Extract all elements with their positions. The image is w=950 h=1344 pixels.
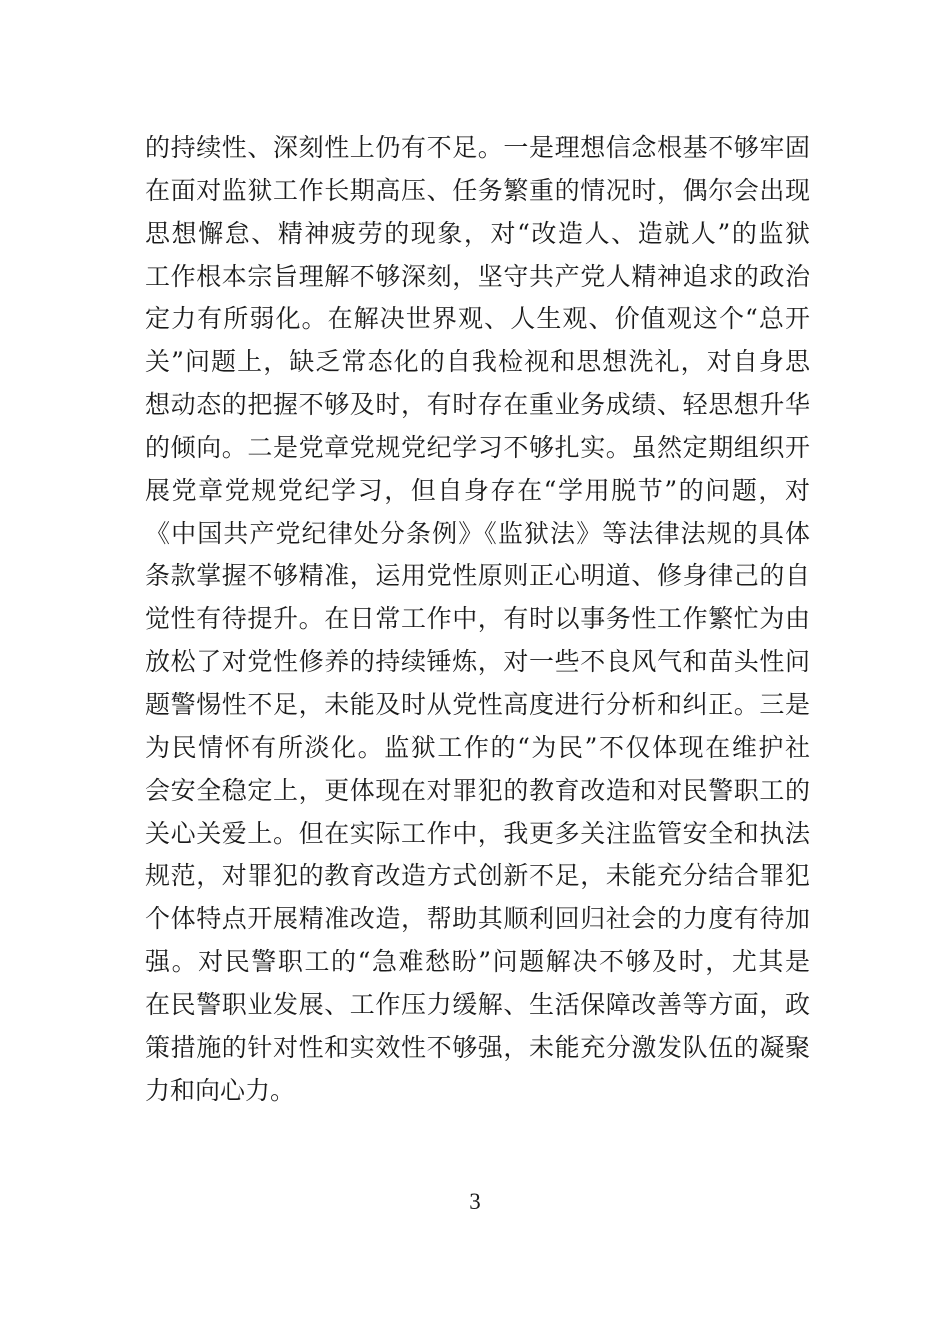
text-line: 条款掌握不够精准，运用党性原则正心明道、修身律己的自	[145, 561, 810, 591]
text-line: 力和向心力。	[145, 1075, 296, 1105]
text-line: 展党章党规党纪学习，但自身存在“学用脱节”的问题，对	[145, 475, 810, 505]
text-line: 题警惕性不足，未能及时从党性高度进行分析和纠正。三是	[145, 689, 810, 719]
text-line: 会安全稳定上，更体现在对罪犯的教育改造和对民警职工的	[145, 775, 810, 805]
text-line: 关”问题上，缺乏常态化的自我检视和思想洗礼，对自身思	[145, 347, 810, 377]
text-line: 觉性有待提升。在日常工作中，有时以事务性工作繁忙为由	[145, 604, 810, 634]
text-line: 为民情怀有所淡化。监狱工作的“为民”不仅体现在维护社	[145, 732, 810, 762]
text-line: 关心关爱上。但在实际工作中，我更多关注监管安全和执法	[145, 818, 810, 848]
text-line: 在面对监狱工作长期高压、任务繁重的情况时，偶尔会出现	[145, 175, 810, 205]
text-line: 强。对民警职工的“急难愁盼”问题解决不够及时，尤其是	[145, 947, 810, 977]
text-line: 工作根本宗旨理解不够深刻，坚守共产党人精神追求的政治	[145, 261, 810, 291]
text-line: 《中国共产党纪律处分条例》《监狱法》等法律法规的具体	[145, 518, 810, 548]
text-line: 策措施的针对性和实效性不够强，未能充分激发队伍的凝聚	[145, 1032, 810, 1062]
body-paragraph	[145, 127, 810, 1112]
text-line: 在民警职业发展、工作压力缓解、生活保障改善等方面，政	[145, 989, 810, 1019]
page-number: 3	[469, 1189, 481, 1214]
text-line: 定力有所弱化。在解决世界观、人生观、价值观这个“总开	[145, 304, 810, 334]
text-line: 想动态的把握不够及时，有时存在重业务成绩、轻思想升华	[145, 390, 810, 420]
text-line: 的倾向。二是党章党规党纪学习不够扎实。虽然定期组织开	[145, 432, 810, 462]
text-line: 的持续性、深刻性上仍有不足。一是理想信念根基不够牢固	[145, 133, 810, 162]
text-line: 思想懈怠、精神疲劳的现象，对“改造人、造就人”的监狱	[145, 218, 810, 248]
text-line: 个体特点开展精准改造，帮助其顺利回归社会的力度有待加	[145, 904, 810, 934]
text-line: 放松了对党性修养的持续锤炼，对一些不良风气和苗头性问	[145, 647, 810, 677]
text-line: 规范，对罪犯的教育改造方式创新不足，未能充分结合罪犯	[145, 861, 810, 891]
